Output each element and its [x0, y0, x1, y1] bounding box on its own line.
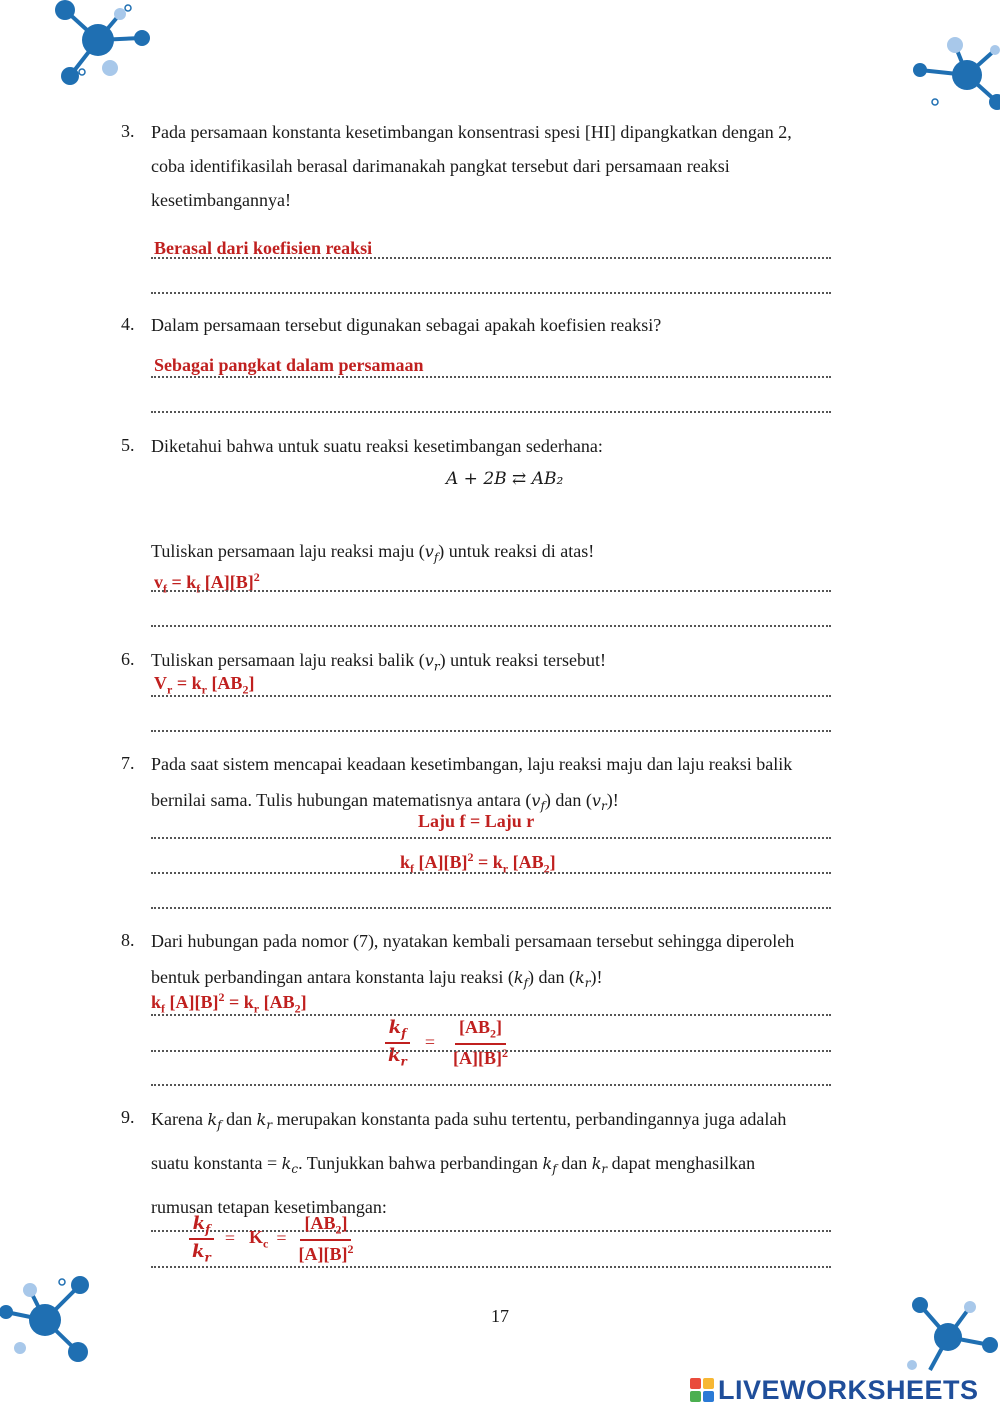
- answer-line: [151, 835, 831, 839]
- question-number: 3.: [121, 121, 135, 141]
- question-prompt: Tuliskan persamaan laju reaksi maju $(v_f)$ untuk reaksi di atas!: [151, 541, 595, 565]
- question-text: Dalam persamaan tersebut digunakan sebagai apakah koefisien reaksi?: [151, 315, 662, 335]
- liveworksheets-logo[interactable]: LIVEWORKSHEETS: [690, 1372, 979, 1408]
- logo-mark-icon: [690, 1378, 714, 1402]
- molecule-decoration-top-right: [905, 30, 1000, 120]
- molecule-decoration-bottom-left: [0, 1270, 110, 1370]
- question-number: 8.: [121, 930, 135, 950]
- answer-field[interactable]: $V_r = k_r$ $[AB_2]$: [154, 673, 255, 697]
- question-text: Pada persamaan konstanta kesetimbangan konsentrasi spesi [HI] dipangkatkan dengan 2, coba identifikasilah berasal darimanakah pangkat tersebut dari persamaan reaksi kesetimbangannya!: [151, 122, 792, 210]
- molecule-decoration-bottom-right: [900, 1295, 1000, 1375]
- question-number: 4.: [121, 314, 135, 334]
- answer-field[interactable]: Sebagai pangkat dalam persamaan: [154, 355, 424, 375]
- molecule-decoration-top-left: [40, 0, 170, 90]
- answer-field[interactable]: $k_f$ $[A][B]^2 = k_r$ $[AB_2]$: [151, 990, 307, 1016]
- answer-line: [151, 693, 831, 697]
- question-number: 5.: [121, 435, 135, 455]
- answer-line: [151, 255, 831, 259]
- ratio-equation[interactable]: $\frac{k_f}{k_r}$ = $\frac{[AB_2]}{[A][B]^2}$: [384, 1017, 512, 1069]
- answer-line: [151, 1048, 831, 1052]
- answer-line: [151, 409, 831, 413]
- answer-line: [151, 728, 831, 732]
- answer-line: [151, 1012, 831, 1016]
- answer-line: [151, 588, 831, 592]
- question-number: 9.: [121, 1107, 135, 1127]
- reaction-equation: A + 2B ⇄ AB₂: [446, 469, 564, 489]
- answer-field[interactable]: $k_f$ $[A][B]^2 = k_r$ $[AB_2]$: [400, 850, 556, 876]
- question-text: Pada saat sistem mencapai keadaan kesetimbangan, laju reaksi maju dan laju reaksi balik bernilai sama. Tulis hubungan matematisnya antara $(v_f)$ dan $(v_r)$!: [151, 754, 793, 814]
- answer-line: [151, 1264, 831, 1268]
- question-text: Diketahui bahwa untuk suatu reaksi kesetimbangan sederhana:: [151, 436, 603, 456]
- answer-line: [151, 905, 831, 909]
- question-number: 6.: [121, 649, 135, 669]
- answer-line: [151, 374, 831, 378]
- answer-field[interactable]: $v_f = k_f$ $[A][B]^2$: [154, 570, 260, 596]
- question-text: Dari hubungan pada nomor (7), nyatakan kembali persamaan tersebut sehingga diperoleh bentuk perbandingan antara konstanta laju reaksi $(k_f)$ dan $(k_r)$!: [151, 931, 795, 991]
- answer-line: [151, 623, 831, 627]
- answer-line: [151, 1082, 831, 1086]
- question-text: Karena $k_f$ dan $k_r$ merupakan konstanta pada suhu tertentu, perbandingannya juga adalah suatu konstanta = $k_c$. Tunjukkan bahwa perbandingan $k_f$ dan $k_r$ dapat menghasilkan rumusan tetapan kesetimbangan:: [151, 1109, 787, 1218]
- answer-line: [151, 870, 831, 874]
- answer-field[interactable]: Berasal dari koefisien reaksi: [154, 238, 373, 258]
- answer-field[interactable]: Laju f = Laju r: [418, 811, 535, 831]
- equilibrium-equation[interactable]: $\frac{k_f}{k_r}$ = $K_c$ = $\frac{[AB_2]}{[A][B]^2}$: [188, 1213, 357, 1265]
- question-number: 7.: [121, 753, 135, 773]
- answer-line: [151, 290, 831, 294]
- page-number: 17: [491, 1306, 509, 1326]
- question-prompt: Tuliskan persamaan laju reaksi balik $(v_r)$ untuk reaksi tersebut!: [151, 650, 607, 674]
